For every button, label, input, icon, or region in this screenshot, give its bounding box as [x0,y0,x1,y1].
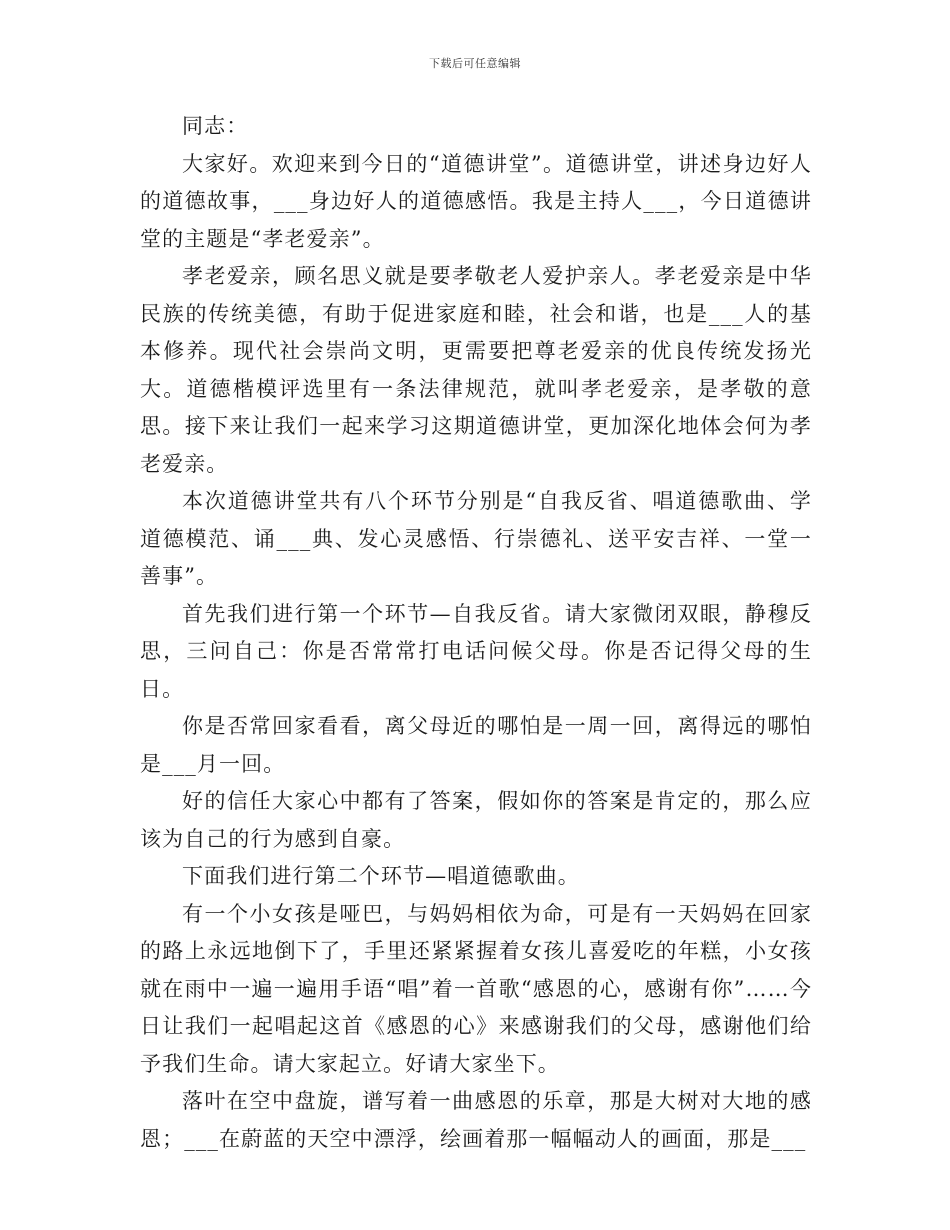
paragraph-closing: 落叶在空中盘旋，谱写着一曲感恩的乐章，那是大树对大地的感恩；___在蔚蓝的天空中漂浮，绘画着那一幅幅动人的画面，那是___ [140,1089,812,1151]
paragraph-greeting: 大家好。欢迎来到今日的“道德讲堂”。道德讲堂，讲述身边好人的道德故事，___身边好人的道德感悟。我是主持人___，今日道德讲堂的主题是“孝老爱亲”。 [140,151,812,251]
paragraph-theme: 孝老爱亲，顾名思义就是要孝敬老人爱护亲人。孝老爱亲是中华民族的传统美德，有助于促进家庭和睦，社会和谐，也是___人的基本修养。现代社会崇尚文明，更需要把尊老爱亲的优良传统发扬光大。道德楷模评选里有一条法律规范，就叫孝老爱亲，是孝敬的意思。接下来让我们一起来学习这期道德讲堂，更加深化地体会何为孝老爱亲。 [140,264,812,476]
page-header: 下载后可任意编辑 [429,57,521,70]
paragraph-question: 你是否常回家看看，离父母近的哪怕是一周一回，离得远的哪怕是___月一回。 [140,714,812,776]
paragraph-story: 有一个小女孩是哑巴，与妈妈相依为命，可是有一天妈妈在回家的路上永远地倒下了，手里还紧紧握着女孩儿喜爱吃的年糕，小女孩就在雨中一遍一遍用手语“唱”着一首歌“感恩的心，感谢有你”……今日让我们一起唱起这首《感恩的心》来感谢我们的父母，感谢他们给予我们生命。请大家起立。好请大家坐下。 [140,901,812,1076]
document-body [140,108,812,1158]
paragraph-salutation: 同志： [182,114,249,138]
paragraph-answer: 好的信任大家心中都有了答案，假如你的答案是肯定的，那么应该为自己的行为感到自豪。 [140,789,812,851]
paragraph-section-two: 下面我们进行第二个环节—唱道德歌曲。 [182,864,580,888]
paragraph-section-one: 首先我们进行第一个环节—自我反省。请大家微闭双眼，静穆反思，三问自己：你是否常常打电话问候父母。你是否记得父母的生日。 [140,601,812,701]
paragraph-agenda: 本次道德讲堂共有八个环节分别是“自我反省、唱道德歌曲、学道德模范、诵___典、发心灵感悟、行崇德礼、送平安吉祥、一堂一善事”。 [140,489,812,588]
